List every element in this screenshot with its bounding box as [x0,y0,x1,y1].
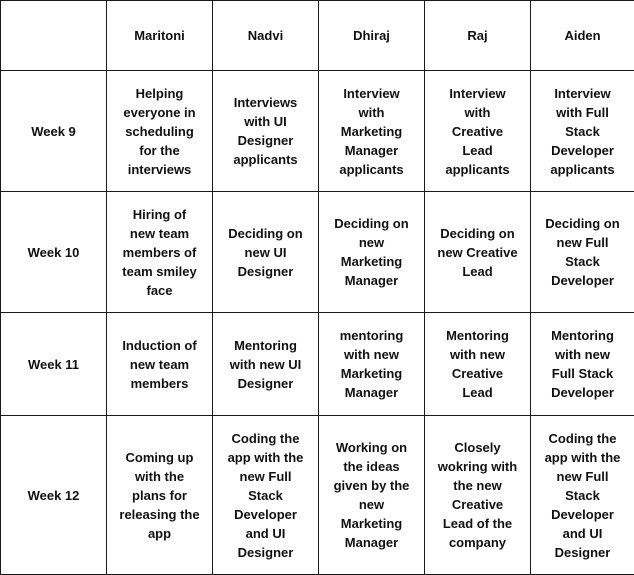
row-header-week-11: Week 11 [1,313,107,416]
table-cell: Coding the app with the new Full Stack Developer and UI Designer [213,416,319,575]
column-header-raj: Raj [425,1,531,71]
row-header-week-12: Week 12 [1,416,107,575]
table-cell: Deciding on new Creative Lead [425,192,531,313]
table-cell: Deciding on new Full Stack Developer [531,192,634,313]
column-header-dhiraj: Dhiraj [319,1,425,71]
table-row [1,71,634,192]
row-header-week-9: Week 9 [1,71,107,192]
table-cell: Hiring of new team members of team smiley face [107,192,213,313]
row-header-week-10: Week 10 [1,192,107,313]
table-cell: Working on the ideas given by the new Marketing Manager [319,416,425,575]
table-cell: Mentoring with new Creative Lead [425,313,531,416]
column-header-aiden: Aiden [531,1,634,71]
header-row [1,1,634,71]
table-cell: Interviews with UI Designer applicants [213,71,319,192]
table-row [1,192,634,313]
table-cell: Mentoring with new Full Stack Developer [531,313,634,416]
table-row [1,416,634,575]
table-cell: Deciding on new Marketing Manager [319,192,425,313]
table-cell: Coding the app with the new Full Stack Developer and UI Designer [531,416,634,575]
column-header-nadvi: Nadvi [213,1,319,71]
table-cell: Helping everyone in scheduling for the interviews [107,71,213,192]
table-cell: Interview with Full Stack Developer applicants [531,71,634,192]
corner-cell [1,1,107,71]
table-cell: Closely wokring with the new Creative Lead of the company [425,416,531,575]
column-header-maritoni: Maritoni [107,1,213,71]
table-cell: mentoring with new Marketing Manager [319,313,425,416]
table-cell: Interview with Marketing Manager applicants [319,71,425,192]
table-row [1,313,634,416]
table-cell: Coming up with the plans for releasing the app [107,416,213,575]
table-cell: Mentoring with new UI Designer [213,313,319,416]
table-cell: Deciding on new UI Designer [213,192,319,313]
table-cell: Induction of new team members [107,313,213,416]
table-cell: Interview with Creative Lead applicants [425,71,531,192]
